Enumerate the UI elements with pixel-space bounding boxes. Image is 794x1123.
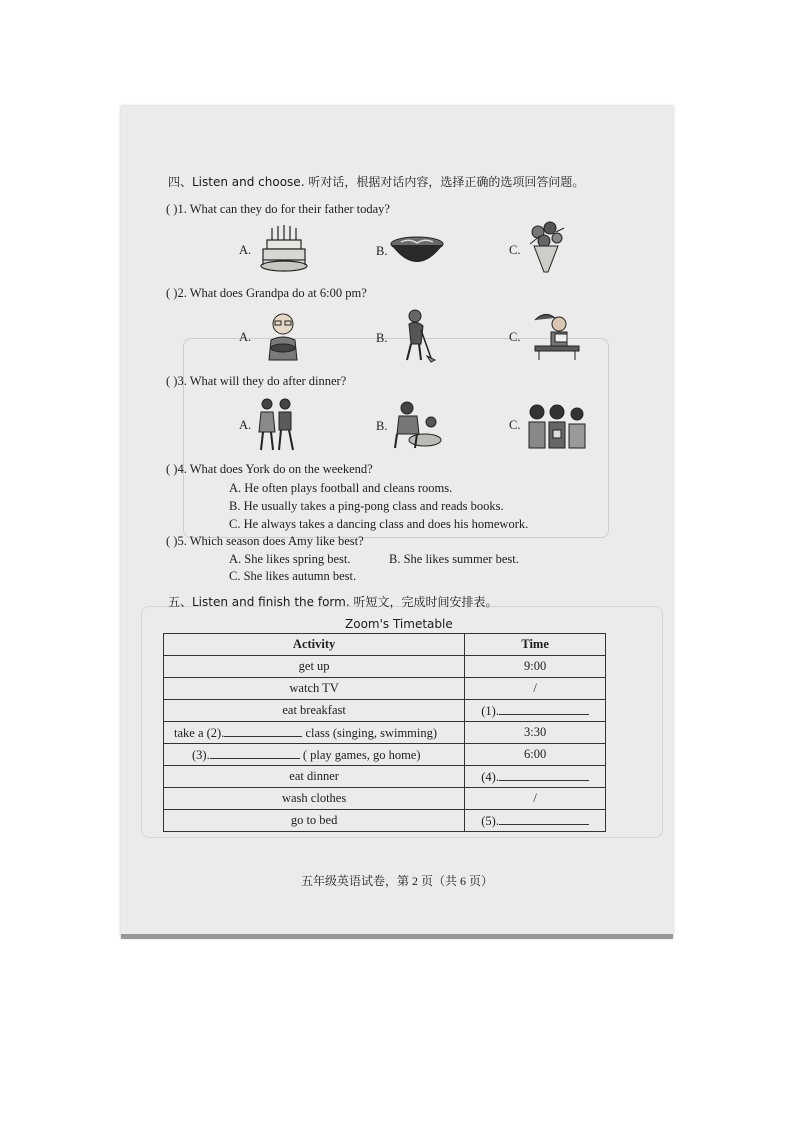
flower-bouquet-icon <box>526 220 566 274</box>
blank-line[interactable] <box>499 769 589 781</box>
q4-option-b: B. He usually takes a ping-pong class and reads books. <box>229 499 504 513</box>
q3-option-a: A. <box>239 418 252 432</box>
time-blank-4[interactable]: (4). <box>465 766 606 788</box>
timetable-title: Zoom's Timetable <box>345 617 453 631</box>
time-blank-1[interactable]: (1). <box>465 700 606 722</box>
q5-option-c: C. She likes autumn best. <box>229 569 357 583</box>
table-row: (3). ( play games, go home) 6:00 <box>164 744 606 766</box>
q3-option-c: C. <box>509 418 521 432</box>
table-row: eat dinner (4). <box>164 766 606 788</box>
q1-option-a: A. <box>239 243 252 257</box>
blank-line[interactable] <box>499 813 589 825</box>
answer-paren[interactable]: ( ) <box>166 374 178 388</box>
activity-blank-3[interactable]: (3). ( play games, go home) <box>164 744 465 766</box>
reading-on-bench-icon <box>529 306 585 362</box>
question-2: ( )2. What does Grandpa do at 6:00 pm? <box>166 286 367 300</box>
table-row: go to bed (5). <box>164 810 606 832</box>
blank-line[interactable] <box>499 703 589 715</box>
table-row: wash clothes / <box>164 788 606 810</box>
answer-paren[interactable]: ( ) <box>166 462 178 476</box>
blank-line[interactable] <box>210 747 300 759</box>
table-row: watch TV / <box>164 678 606 700</box>
family-walking-icon <box>255 396 299 452</box>
answer-paren[interactable]: ( ) <box>166 202 178 216</box>
page-footer: 五年级英语试卷，第 2 页（共 6 页） <box>300 874 493 888</box>
answer-paren[interactable]: ( ) <box>166 286 178 300</box>
question-3: ( )3. What will they do after dinner? <box>166 374 347 388</box>
scan-edge <box>121 934 673 939</box>
activity-blank-2[interactable]: take a (2). class (singing, swimming) <box>164 722 465 744</box>
q4-option-c: C. He always takes a dancing class and does his homework. <box>229 517 529 531</box>
time-blank-5[interactable]: (5). <box>465 810 606 832</box>
table-row: eat breakfast (1). <box>164 700 606 722</box>
answer-paren[interactable]: ( ) <box>166 534 178 548</box>
timetable <box>163 633 606 832</box>
question-5: ( )5. Which season does Amy like best? <box>166 534 364 548</box>
noodle-bowl-icon <box>389 234 445 270</box>
birthday-cake-icon <box>258 222 310 274</box>
q5-option-a: A. She likes spring best. <box>229 552 351 566</box>
table-header-row <box>164 634 606 656</box>
question-4: ( )4. What does York do on the weekend? <box>166 462 373 476</box>
header-time: Time <box>465 634 606 656</box>
q2-option-c: C. <box>509 330 521 344</box>
q5-option-b: B. She likes summer best. <box>389 552 519 566</box>
section-5-title: 五、Listen and finish the form. 听短文，完成时间安排表。 <box>168 595 498 609</box>
header-activity: Activity <box>164 634 465 656</box>
blank-line[interactable] <box>224 725 302 737</box>
table-row: get up 9:00 <box>164 656 606 678</box>
q2-option-a: A. <box>239 330 252 344</box>
q1-option-c: C. <box>509 243 521 257</box>
grandpa-eating-icon <box>261 308 305 362</box>
question-1: ( )1. What can they do for their father today? <box>166 202 390 216</box>
exam-page <box>121 106 673 938</box>
section-4-title: 四、Listen and choose. 听对话，根据对话内容，选择正确的选项回答问题。 <box>168 175 585 189</box>
q3-option-b: B. <box>376 419 388 433</box>
q2-option-b: B. <box>376 331 388 345</box>
washing-clothes-icon <box>391 398 449 450</box>
table-row: take a (2). class (singing, swimming) 3:30 <box>164 722 606 744</box>
man-sweeping-icon <box>397 306 437 364</box>
q1-option-b: B. <box>376 244 388 258</box>
family-watching-movie-icon <box>525 402 589 450</box>
q4-option-a: A. He often plays football and cleans rooms. <box>229 481 453 495</box>
